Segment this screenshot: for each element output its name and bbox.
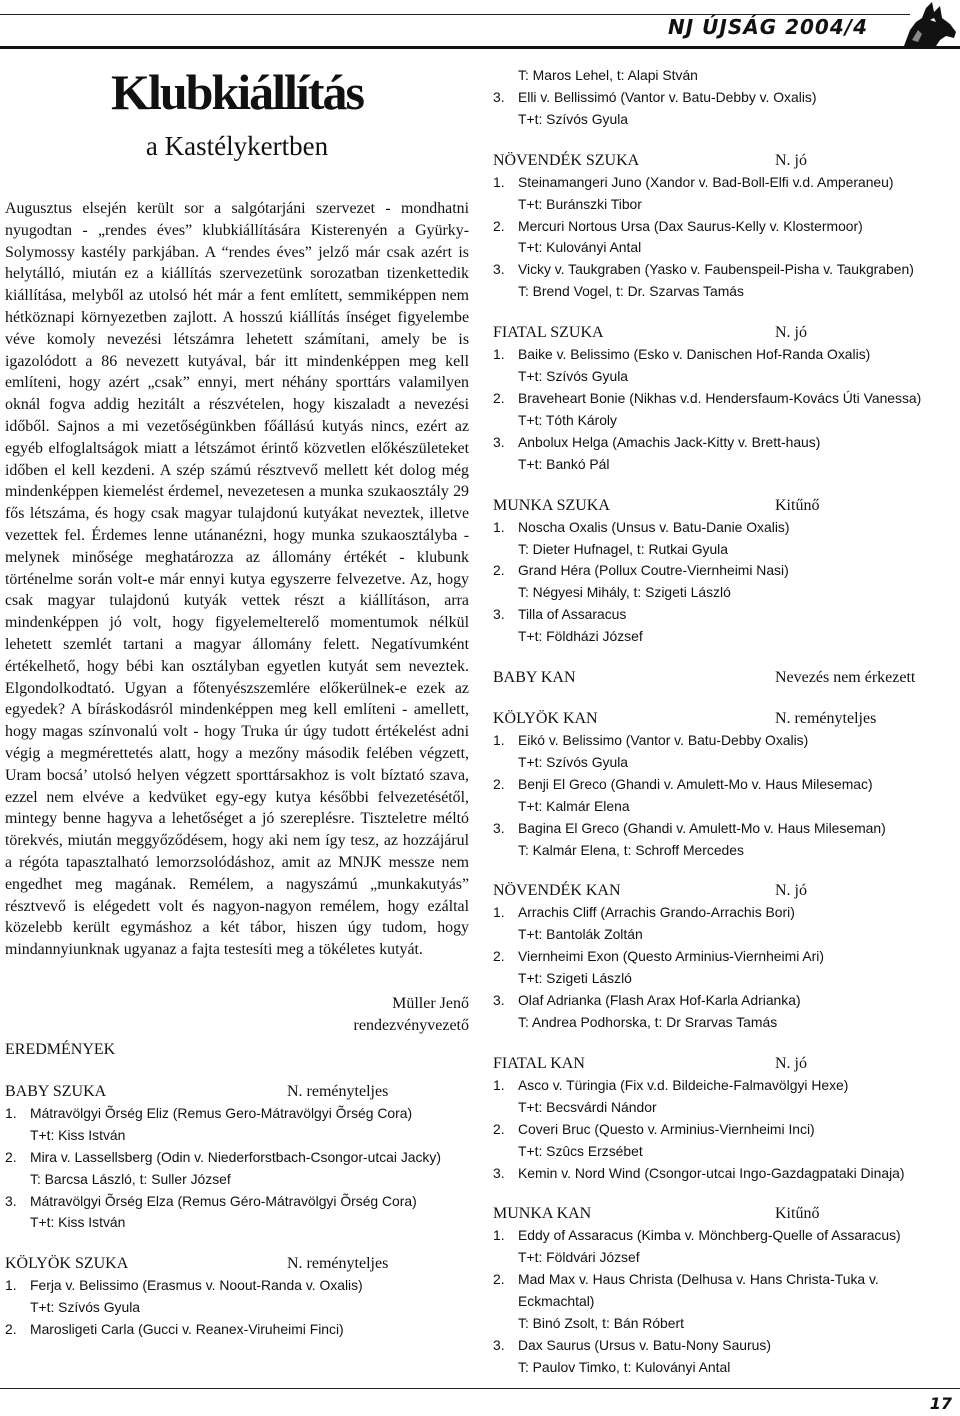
owner-breeder: T+t: Földvári József [518,1249,640,1266]
entry-rank: 2. [493,948,505,965]
dog-name: Steinamangeri Juno (Xandor v. Bad-Boll-Elfi v.d. Amperaneu) [518,173,894,190]
entry-rank: 3. [493,1164,505,1181]
entry-line [493,259,955,281]
dog-name: Ferja v. Belissimo (Erasmus v. Noout-Randa v. Oxalis) [30,1277,363,1294]
result-section [493,708,955,861]
entry-rank: 3. [493,88,505,105]
entry-item [493,560,955,604]
entry-rank: 1. [493,173,505,190]
owner-breeder: T+t: Szívós Gyula [518,753,629,770]
dog-name: Anbolux Helga (Amachis Jack-Kitty v. Brett-haus) [518,433,821,450]
entry-rank: 2. [5,1148,17,1165]
dog-name: Dax Saurus (Ursus v. Batu-Nony Saurus) [518,1336,771,1353]
magazine-title: NJ ÚJSÁG 2004/4 [668,15,868,39]
article-body: Augusztus elsején került sor a salgótarjáni szervezet - mondhatni nyugodtan - „rendes éves” klubkiállítására Kisterenyén a Gyürky-Solymossy kastély parkjában. A “rendes éves” jelző már csak azért is helytálló, miután ez a kiállítás szervezetünk sorozatban tizenkettedik kiállítása, melyből az utolsó hét már a fent említett, semmiképpen nem hétköznapi környezetben zajlott. A hosszú kiállítás ínséget figyelembe véve komoly nevezési létszámra lehetett számítani, amely be is igazolódott a 86 nevezett kutyával, bár itt mindenképpen meg kell említeni, hogy azért „csak” ennyi, mert néhány sporttárs valamilyen oknál fogva addig hezitált a részvételen, hogy kiszaladt a nevezési időből. Sajnos a mi vezetőségünkben főállású kutyás nincs, ezért az egyéb elfoglaltságok miatt a létszámot érintő közvetlen előkészületeket időben el kell kezdeni. A szép számú résztvevő mellett két dolog még mindenképpen kiemelést érdemel, nevezetesen a munka szukaosztály 29 fős létszáma, és hogy csak magyar tulajdonú kutyákat neveztek, illetve vezettek fel. Érdemes lenne utánanézni, hogy munka szukaosztályba - melynek minősége meghatározza az állomány értékét - klubunk történelme során volt-e már ennyi kutya egyszerre felvezetve. Az, hogy csak magyar tulajdonú kutyák vettek részt a kiállításon, arra mindenképpen jó volt, hogy figyelemelterelő momentumok nélkül lehetett szemlét tartani a magyar állomány felett. Negatívumként értékelhető, hogy bébi kan osztályban egyetlen kutyát sem neveztek. Elgondolkodtató. Ugyan a főtenyészszemlére előkerülnek-e ezek az egyedek? A bíráskodásról mindenképpen meg kell említeni - amellett, hogy magas színvonalú volt - hogy Truka úr úgy tudott értékelést adni végig a megmérettetés alatt, hogy a mezőny második felében végzett, Uram bocsá’ utolsó helyen végzett sporttársakhoz is volt bíztató szava, ezzel nem elvéve a kedvüket egy-egy kutya későbbi felvezetésétől, mintegy benne hagyva a lehetőséget a jó szereplésre. Tiszteletre méltó törekvés, miután meggyőződésem, hogy aki nem így tesz, az hozzájárul a régóta tapasztalható lemorzsolódáshoz, amit az MNJK messze nem engedhet meg magának. Remélem, a nagyszámú „munkakutyás” résztvevő is elégedett volt és nagyon-nagyon remélem, hogy ezáltal közelebb került egymáshoz a két tábor, hiszen úgy tudom, hogy mindannyiunknak ugyanaz a fajta testesíti meg a tökéletes kutyát. [5,200,469,959]
entry-line [493,65,955,87]
owner-breeder: T+t: Kuloványi Antal [518,239,642,256]
dog-name: Bagina El Greco (Ghandi v. Amulett-Mo v. Haus Mileseman) [518,819,886,836]
entry-line [493,818,955,840]
entry-item [493,1075,955,1119]
owner-breeder: T+t: Szûcs Erzsébet [518,1142,643,1159]
entry-line [493,604,955,626]
owner-breeder: T: Barcsa László, t: Suller József [30,1170,231,1187]
result-section [493,1203,955,1378]
class-name: FIATAL SZUKA [493,324,604,342]
class-name: NÖVENDÉK SZUKA [493,151,640,169]
dog-name: Noscha Oxalis (Unsus v. Batu-Danie Oxalis) [518,518,790,535]
dog-name: Asco v. Türingia (Fix v.d. Bildeiche-Falmavölgyi Hexe) [518,1076,849,1093]
entry-line [493,990,955,1012]
class-heading [5,1253,469,1275]
entry-rank: 3. [5,1192,17,1209]
class-grade: Kitűnő [775,496,820,514]
entry-list [493,344,955,475]
entry-text: T+t: Szívós Gyula [518,110,629,127]
result-section [493,495,955,648]
class-name: BABY KAN [493,669,576,687]
entry-rank: 2. [493,1271,505,1288]
entry-item [493,604,955,648]
entry-item [5,1191,469,1235]
owner-breeder: T+t: Becsvárdi Nándor [518,1098,657,1115]
class-grade: Kitűnő [775,1205,820,1223]
dog-head-logo-icon [896,0,958,48]
owner-breeder: T: Négyesi Mihály, t: Szigeti László [518,584,731,601]
class-name: KÖLYÖK KAN [493,710,598,728]
entry-item [493,990,955,1034]
entry-list [493,902,955,1033]
class-name: FIATAL KAN [493,1054,585,1072]
entry-rank: 2. [493,562,505,579]
result-section [493,667,955,689]
owner-breeder: T+t: Szigeti László [518,970,632,987]
dog-name: Mátravölgyi Õrség Eliz (Remus Gero-Mátravölgyi Õrség Cora) [30,1104,413,1121]
entry-line [493,432,955,454]
entry-line [493,1163,955,1185]
entry-rank: 2. [5,1321,17,1338]
dog-name: Viernheimi Exon (Questo Arminius-Viernheimi Ari) [518,948,824,965]
class-heading [493,1203,955,1225]
entry-rank: 1. [493,732,505,749]
entry-rank: 3. [493,1336,505,1353]
entry-line [493,946,955,968]
entry-list [5,1103,469,1234]
dog-name: Marosligeti Carla (Gucci v. Reanex-Viruheimi Finci) [30,1321,344,1338]
class-grade: N. reményteljes [775,710,877,728]
entry-line [493,87,955,109]
dog-name: Vicky v. Taukgraben (Yasko v. Faubenspeil-Pisha v. Taukgraben) [518,261,914,278]
result-section [493,322,955,475]
entry-item [493,774,955,818]
entry-item [493,902,955,946]
entry-item [493,517,955,561]
entry-item [493,344,955,388]
entry-line [5,1103,469,1125]
entry-line [493,1269,955,1313]
dog-name: Mercuri Nortous Ursa (Dax Saurus-Kelly v. Klostermoor) [518,217,863,234]
entry-line [493,388,955,410]
entry-item [493,1335,955,1379]
entry-item [493,946,955,990]
results-continued [493,65,955,131]
entry-item [493,818,955,862]
class-grade: N. jó [775,1054,807,1072]
class-grade: N. jó [775,324,807,342]
entry-line [493,774,955,796]
entry-item [493,1163,955,1185]
dog-name: Coveri Bruc (Questo v. Arminius-Viernheimi Inci) [518,1120,815,1137]
entry-line [5,1319,469,1341]
entry-item [5,1147,469,1191]
owner-breeder: T+t: Kiss István [30,1214,126,1231]
entry-list [493,1225,955,1378]
result-section [493,880,955,1033]
class-heading [5,1081,469,1103]
entry-line [493,216,955,238]
class-name: NÖVENDÉK KAN [493,882,621,900]
entry-item [493,1225,955,1269]
owner-breeder: T+t: Szívós Gyula [518,368,629,385]
entry-item [493,259,955,303]
author-role: rendezvényvezető [353,1016,469,1034]
author-signature [5,993,469,1037]
article-subtitle: a Kastélykertben [145,131,329,161]
entry-item [493,216,955,260]
owner-breeder: T: Brend Vogel, t: Dr. Szarvas Tamás [518,283,744,300]
entry-item [5,1275,469,1319]
entry-line [493,730,955,752]
dog-name: Mátravölgyi Õrség Elza (Remus Géro-Mátravölgyi Õrség Cora) [30,1192,417,1209]
entry-line [5,1147,469,1169]
class-heading [493,880,955,902]
entry-list [493,517,955,648]
author-name: Müller Jenő [392,994,469,1012]
dog-name: Baike v. Belissimo (Esko v. Danischen Hof-Randa Oxalis) [518,346,871,363]
entry-line [493,560,955,582]
entry-rank: 2. [493,217,505,234]
entry-item [493,172,955,216]
owner-breeder: T: Andrea Podhorska, t: Dr Srarvas Tamás [518,1014,778,1030]
entry-rank: 3. [493,433,505,450]
entry-item [5,1319,469,1341]
entry-list [493,730,955,861]
dog-name: Tilla of Assaracus [518,606,627,623]
entry-rank [493,109,518,131]
entry-list [493,172,955,303]
entry-line [493,344,955,366]
result-section [493,150,955,303]
page-number: 17 [929,1394,952,1413]
entry-line [493,1225,955,1247]
entry-rank: 3. [493,992,505,1009]
owner-breeder: T+t: Bankó Pál [518,455,610,472]
class-heading [493,1053,955,1075]
result-section [493,1053,955,1185]
entry-text: T: Maros Lehel, t: Alapi Stván [518,67,698,83]
left-results [5,1081,469,1341]
entry-rank: 1. [493,1227,505,1244]
entry-rank: 1. [493,346,505,363]
entry-rank: 1. [493,904,505,921]
right-results [493,150,955,1379]
dog-name: Eddy of Assaracus (Kimba v. Mönchberg-Quelle of Assaracus) [518,1227,901,1244]
entry-item [493,1119,955,1163]
entry-rank: 2. [493,775,505,792]
entry-list [493,1075,955,1185]
entry-item [493,730,955,774]
entry-line [5,1275,469,1297]
right-column [493,65,955,1398]
entry-rank [493,65,518,87]
class-name: BABY SZUKA [5,1082,107,1100]
entry-line [493,1119,955,1141]
owner-breeder: T+t: Szívós Gyula [30,1299,141,1316]
dog-name: Braveheart Bonie (Nikhas v.d. Hendersfaum-Kovács Úti Vanessa) [518,389,922,406]
class-grade: N. reményteljes [287,1082,389,1100]
class-grade: N. jó [775,882,807,900]
owner-breeder: T: Dieter Hufnagel, t: Rutkai Gyula [518,540,728,557]
entry-line [493,1335,955,1357]
class-grade: Nevezés nem érkezett [775,669,916,687]
entry-item [493,432,955,476]
dog-name: Benji El Greco (Ghandi v. Amulett-Mo v. Haus Milesemac) [518,775,873,792]
entry-line [493,172,955,194]
entry-item [493,388,955,432]
footer-rule [0,1388,960,1389]
class-heading [493,150,955,172]
entry-rank: 1. [5,1277,17,1294]
dog-name: Olaf Adrianka (Flash Arax Hof-Karla Adrianka) [518,992,801,1009]
owner-breeder: T: Kalmár Elena, t: Schroff Mercedes [518,841,744,858]
class-heading [493,495,955,517]
class-grade: N. jó [775,151,807,169]
class-name: KÖLYÖK SZUKA [5,1255,129,1273]
dog-name: Kemin v. Nord Wind (Csongor-utcai Ingo-Gazdagpataki Dinaja) [518,1164,905,1181]
owner-breeder: T: Binó Zsolt, t: Bán Róbert [518,1315,684,1332]
class-heading [493,667,955,689]
class-heading [493,322,955,344]
dog-name: Grand Héra (Pollux Coutre-Viernheimi Nasi) [518,562,789,579]
entry-line [493,902,955,924]
entry-rank: 1. [493,1076,505,1093]
owner-breeder: T+t: Buránszki Tibor [518,195,642,212]
owner-breeder: T+t: Bantolák Zoltán [518,926,643,943]
entry-item [493,1269,955,1335]
class-heading [493,708,955,730]
result-section [5,1253,469,1341]
owner-breeder: T+t: Kalmár Elena [518,797,630,814]
left-column [5,60,469,1360]
header-rule [0,46,960,49]
dog-name: Eikó v. Belissimo (Vantor v. Batu-Debby Oxalis) [518,732,809,749]
entry-text: Elli v. Bellissimó (Vantor v. Batu-Debby v. Oxalis) [518,88,817,105]
entry-rank: 2. [493,1120,505,1137]
class-name: MUNKA KAN [493,1205,592,1223]
entry-item [5,1103,469,1147]
entry-rank: 3. [493,606,505,623]
dog-name: Mad Max v. Haus Christa (Delhusa v. Hans Christa-Tuka v. Eckmachtal) [518,1271,879,1310]
class-grade: N. reményteljes [287,1255,389,1273]
entry-rank: 3. [493,261,505,278]
owner-breeder: T+t: Kiss István [30,1126,126,1143]
entry-line [493,109,955,131]
article-title: Klubkiállítás [111,64,363,120]
dog-name: Arrachis Cliff (Arrachis Grando-Arrachis Bori) [518,904,795,921]
owner-breeder: T+t: Tóth Károly [518,411,617,428]
entry-rank: 1. [493,518,505,535]
entry-list [5,1275,469,1341]
entry-rank: 1. [5,1104,17,1121]
entry-rank: 2. [493,389,505,406]
owner-breeder: T+t: Földházi József [518,628,643,645]
class-name: MUNKA SZUKA [493,496,610,514]
entry-line [493,517,955,539]
entry-line [493,1075,955,1097]
results-heading: EREDMÉNYEK [5,1040,116,1058]
entry-rank: 3. [493,819,505,836]
entry-line [5,1191,469,1213]
dog-name: Mira v. Lassellsberg (Odin v. Niederforstbach-Csongor-utcai Jacky) [30,1148,441,1165]
result-section [5,1081,469,1234]
owner-breeder: T: Paulov Timko, t: Kuloványi Antal [518,1358,731,1375]
